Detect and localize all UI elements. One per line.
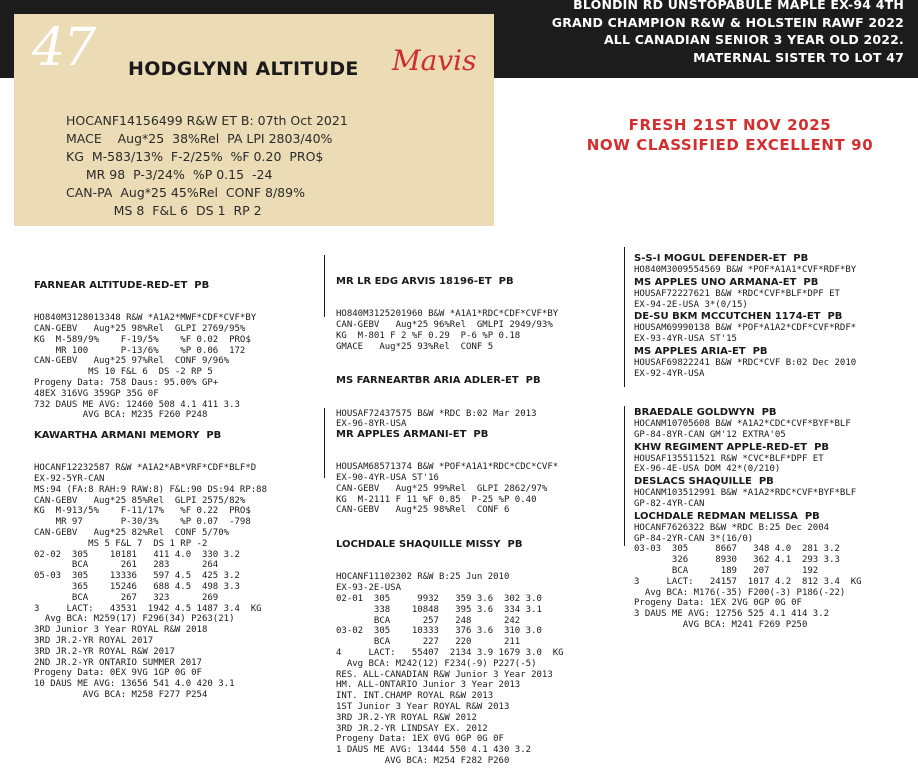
header-line: MATERNAL SISTER TO LOT 47 <box>693 49 904 65</box>
fresh-line: NOW CLASSIFIED EXCELLENT 90 <box>586 136 874 154</box>
detail-line: 3RD JR.2-YR ROYAL R&W 2017 <box>34 646 175 657</box>
pedigree-line: MACE Aug*25 38%Rel PA LPI 2803/40% <box>66 131 333 146</box>
detail-line: HO840M3128013348 R&W *A1A2*MWF*CDF*CVF*BY <box>34 313 257 324</box>
detail-line: CAN-GEBV Aug*25 82%Rel CONF 5/70% <box>34 527 230 538</box>
detail-line: CAN-GEBV Aug*25 99%Rel GLPI 2862/97% <box>336 483 548 494</box>
detail-line: 02-01 305 9932 359 3.6 302 3.0 <box>336 593 542 604</box>
detail-line: EX-93-2E-USA <box>336 583 402 594</box>
lot-title: HODGLYNN ALTITUDE <box>128 58 359 80</box>
sire-details <box>34 313 256 421</box>
detail-line: 03-03 305 8667 348 4.0 281 3.2 <box>634 544 840 555</box>
sire-of-dam-name: MR APPLES ARMANI-ET PB <box>336 428 489 440</box>
detail-line: 1 DAUS ME AVG: 13444 550 4.1 430 3.2 <box>336 745 532 756</box>
detail-line: BCA 189 207 192 <box>634 565 819 576</box>
sire-of-sire-name: MR LR EDG ARVIS 18196-ET PB <box>336 275 514 287</box>
detail-line: HOUSAM68571374 B&W *POF*A1A1*RDC*CDC*CVF* <box>336 462 559 473</box>
lot-number: 47 <box>32 18 95 78</box>
detail-line: 326 8930 362 4.1 293 3.3 <box>634 555 840 566</box>
dam-details <box>34 463 267 701</box>
detail-line: KG M-801 F 2 %F 0.29 P-6 %P 0.18 <box>336 330 521 341</box>
detail-line: KG M-2111 F 11 %F 0.85 P-25 %P 0.40 <box>336 494 537 505</box>
pedigree-line: MS 8 F&L 6 DS 1 RP 2 <box>66 203 262 218</box>
detail-line: EX-92-4YR-USA <box>634 368 705 379</box>
detail-line: HO840M3009554569 B&W *POF*A1A1*CVF*RDF*BY <box>634 265 857 275</box>
detail-line: EX-90-4YR-USA ST'16 <box>336 472 439 483</box>
detail-line: AVG BCA: M241 F269 P250 <box>634 619 808 630</box>
detail-line: KG M-589/9% F-19/5% %F 0.02 PRO$ <box>34 334 251 345</box>
detail-line: RES. ALL-CANADIAN R&W Junior 3 Year 2013 <box>336 669 553 680</box>
dam-name: KAWARTHA ARMANI MEMORY PB <box>34 429 222 441</box>
detail-line: CAN-GEBV Aug*25 98%Rel GLPI 2769/95% <box>34 323 246 334</box>
divider <box>624 406 625 546</box>
detail-line: CAN-GEBV Aug*25 85%Rel GLPI 2575/82% <box>34 495 246 506</box>
detail-line: 732 DAUS ME AVG: 12460 508 4.1 411 3.3 <box>34 399 240 410</box>
lot-title-script: Mavis <box>392 44 477 77</box>
detail-line: HOCANM103512991 B&W *A1A2*RDC*CVF*BYF*BLF <box>634 488 857 499</box>
detail-line: 3RD JR.2-YR LINDSAY EX. 2012 <box>336 723 488 734</box>
detail-line: Avg BCA: M176(-35) F200(-3) P186(-22) <box>634 587 846 598</box>
detail-line: EX-96-4E-USA DOM 42*(0/210) <box>634 464 781 475</box>
pedigree-line: CAN-PA Aug*25 45%Rel CONF 8/89% <box>66 185 305 200</box>
detail-line: Progeny Data: 1EX 2VG 0GP 0G 0F <box>634 598 802 609</box>
detail-line: MR 97 P-30/3% %P 0.07 -798 <box>34 517 251 528</box>
header-line: ALL CANADIAN SENIOR 3 YEAR OLD 2022. <box>603 32 904 47</box>
detail-line: AVG BCA: M235 F260 P248 <box>34 410 208 421</box>
sire-block <box>34 257 256 432</box>
pedigree-summary <box>66 112 348 220</box>
detail-line: 3 LACT: 43531 1942 4.5 1487 3.4 KG <box>34 603 262 614</box>
detail-line: HOCANF11102302 R&W B:25 Jun 2010 <box>336 572 510 583</box>
detail-line: 1ST Junior 3 Year ROYAL R&W 2013 <box>336 701 510 712</box>
detail-line: HOUSAF72437575 B&W *RDC B:02 Mar 2013 <box>336 408 537 419</box>
detail-line: AVG BCA: M254 F282 P260 <box>336 755 510 766</box>
detail-line: MS:94 (FA:8 RAH:9 RAW:8) F&L:90 DS:94 RP:88 <box>34 484 267 495</box>
animal-name: MS APPLES UNO ARMANA-ET PB <box>634 276 819 288</box>
detail-line: HOUSAM69990138 B&W *POF*A1A2*CDF*CVF*RDF* <box>634 323 857 334</box>
animal-name: S-S-I MOGUL DEFENDER-ET PB <box>634 253 809 264</box>
dam-of-dam-details <box>336 572 564 766</box>
detail-line: HOCANF7626322 B&W *RDC B:25 Dec 2004 <box>634 522 830 533</box>
dam-of-dam-name: LOCHDALE SHAQUILLE MISSY PB <box>336 538 523 550</box>
pedigree-line: MR 98 P-3/24% %P 0.15 -24 <box>66 167 273 182</box>
detail-line: CAN-GEBV Aug*25 97%Rel CONF 9/96% <box>34 356 230 367</box>
detail-line: 05-03 305 13336 597 4.5 425 3.2 <box>34 571 240 582</box>
detail-line: INT. INT.CHAMP ROYAL R&W 2013 <box>336 691 494 702</box>
detail-line: 4 LACT: 55407 2134 3.9 1679 3.0 KG <box>336 647 564 658</box>
detail-line: MS 10 F&L 6 DS -2 RP 5 <box>34 367 213 378</box>
detail-line: BCA 267 323 269 <box>34 592 219 603</box>
detail-line: HOUSAF135511521 R&W *CVC*BLF*DPF ET <box>634 453 824 464</box>
detail-line: EX-93-4YR-USA ST'15 <box>634 334 737 345</box>
detail-line: Avg BCA: M242(12) F234(-9) P227(-5) <box>336 658 537 669</box>
detail-line: Progeny Data: 758 Daus: 95.00% GP+ <box>34 377 219 388</box>
detail-line: HOUSAF69822241 B&W *RDC*CVF B:02 Dec 2010 <box>634 357 857 368</box>
detail-line: EX-96-8YR-USA <box>336 419 407 430</box>
detail-line: CAN-GEBV Aug*25 98%Rel CONF 6 <box>336 505 510 516</box>
pedigree-line: KG M-583/13% F-2/25% %F 0.20 PRO$ <box>66 149 324 164</box>
header-line: GRAND CHAMPION R&W & HOLSTEIN RAWF 2022 <box>551 14 904 30</box>
detail-line: Progeny Data: 1EX 0VG 0GP 0G 0F <box>336 734 504 745</box>
detail-line: 3 LACT: 24157 1017 4.2 812 3.4 KG <box>634 576 862 587</box>
detail-line: 365 15246 688 4.5 498 3.3 <box>34 581 240 592</box>
header-line: BLONDIN RD UNSTOPABULE MAPLE EX-94 4TH <box>573 0 904 12</box>
header-achievements <box>552 0 904 66</box>
detail-line: EX-94-2E-USA 3*(0/15) <box>634 299 748 310</box>
detail-line: 3RD Junior 3 Year ROYAL R&W 2018 <box>34 625 208 636</box>
dam-block <box>34 407 267 712</box>
detail-line: BCA 257 248 242 <box>336 615 521 626</box>
animal-name: KHW REGIMENT APPLE-RED-ET PB <box>634 441 830 453</box>
detail-line: GMACE Aug*25 93%Rel CONF 5 <box>336 341 494 352</box>
sire-of-sire-details <box>336 309 558 352</box>
fresh-line: FRESH 21ST NOV 2025 <box>628 116 832 134</box>
sire-name: FARNEAR ALTITUDE-RED-ET PB <box>34 279 210 291</box>
animal-name: LOCHDALE REDMAN MELISSA PB <box>634 510 820 522</box>
animal-name: DE-SU BKM MCCUTCHEN 1174-ET PB <box>634 311 843 323</box>
detail-line: GP-84-2YR-CAN 3*(16/0) <box>634 533 754 544</box>
grandsire-group-1 <box>634 252 856 380</box>
detail-line: BCA 227 220 211 <box>336 637 521 648</box>
fresh-notice <box>560 115 900 155</box>
detail-line: HOCANM10705608 B&W *A1A2*CDC*CVF*BYF*BLF <box>634 419 851 429</box>
detail-line: 3RD JR.2-YR ROYAL 2017 <box>34 635 154 646</box>
divider <box>624 247 625 387</box>
detail-line: GP-84-8YR-CAN GM'12 EXTRA'05 <box>634 429 786 440</box>
detail-line: 48EX 316VG 359GP 35G 0F <box>34 388 159 399</box>
detail-line: 02-02 305 10181 411 4.0 330 3.2 <box>34 549 240 560</box>
detail-line: HOUSAF72227621 B&W *RDC*CVF*BLF*DPF ET <box>634 288 840 299</box>
detail-line: AVG BCA: M258 F277 P254 <box>34 689 208 700</box>
detail-line: HOCANF12232587 R&W *A1A2*AB*VRF*CDF*BLF*D <box>34 463 257 474</box>
detail-line: 03-02 305 10333 376 3.6 310 3.0 <box>336 626 542 637</box>
detail-line: HO840M3125201960 B&W *A1A1*RDC*CDF*CVF*BY <box>336 309 559 320</box>
grandsire-group-2 <box>634 406 862 631</box>
sire-of-dam-details <box>336 462 564 516</box>
detail-line: 338 10848 395 3.6 334 3.1 <box>336 604 542 615</box>
animal-name: BRAEDALE GOLDWYN PB <box>634 407 777 418</box>
detail-line: KG M-913/5% F-11/17% %F 0.22 PRO$ <box>34 506 251 517</box>
detail-line: Progeny Data: 0EX 9VG 1GP 0G 0F <box>34 668 202 679</box>
lot-panel <box>14 14 494 226</box>
pedigree-line: HOCANF14156499 R&W ET B: 07th Oct 2021 <box>66 113 348 128</box>
divider <box>324 255 325 317</box>
detail-line: EX-92-5YR-CAN <box>34 473 105 484</box>
detail-line: Avg BCA: M259(17) F296(34) P263(21) <box>34 614 235 625</box>
detail-line: 2ND JR.2-YR ONTARIO SUMMER 2017 <box>34 657 202 668</box>
detail-line: CAN-GEBV Aug*25 96%Rel GMLPI 2949/93% <box>336 319 553 330</box>
detail-line: BCA 261 283 264 <box>34 560 219 571</box>
animal-name: MS APPLES ARIA-ET PB <box>634 345 768 357</box>
detail-line: 3RD JR.2-YR ROYAL R&W 2012 <box>336 712 477 723</box>
detail-line: 10 DAUS ME AVG: 13656 541 4.0 420 3.1 <box>34 679 235 690</box>
detail-line: 3 DAUS ME AVG: 12756 525 4.1 414 3.2 <box>634 609 830 620</box>
dam-of-sire-name: MS FARNEARTBR ARIA ADLER-ET PB <box>336 374 541 386</box>
detail-line: MS 5 F&L 7 DS 1 RP -2 <box>34 538 208 549</box>
sire-of-dam-block <box>336 406 564 778</box>
detail-line: MR 100 P-13/6% %P 0.06 172 <box>34 345 246 356</box>
detail-line: GP-82-4YR-CAN <box>634 498 705 509</box>
animal-name: DESLACS SHAQUILLE PB <box>634 476 774 488</box>
divider <box>324 408 325 478</box>
detail-line: HM. ALL-ONTARIO Junior 3 Year 2013 <box>336 680 521 691</box>
